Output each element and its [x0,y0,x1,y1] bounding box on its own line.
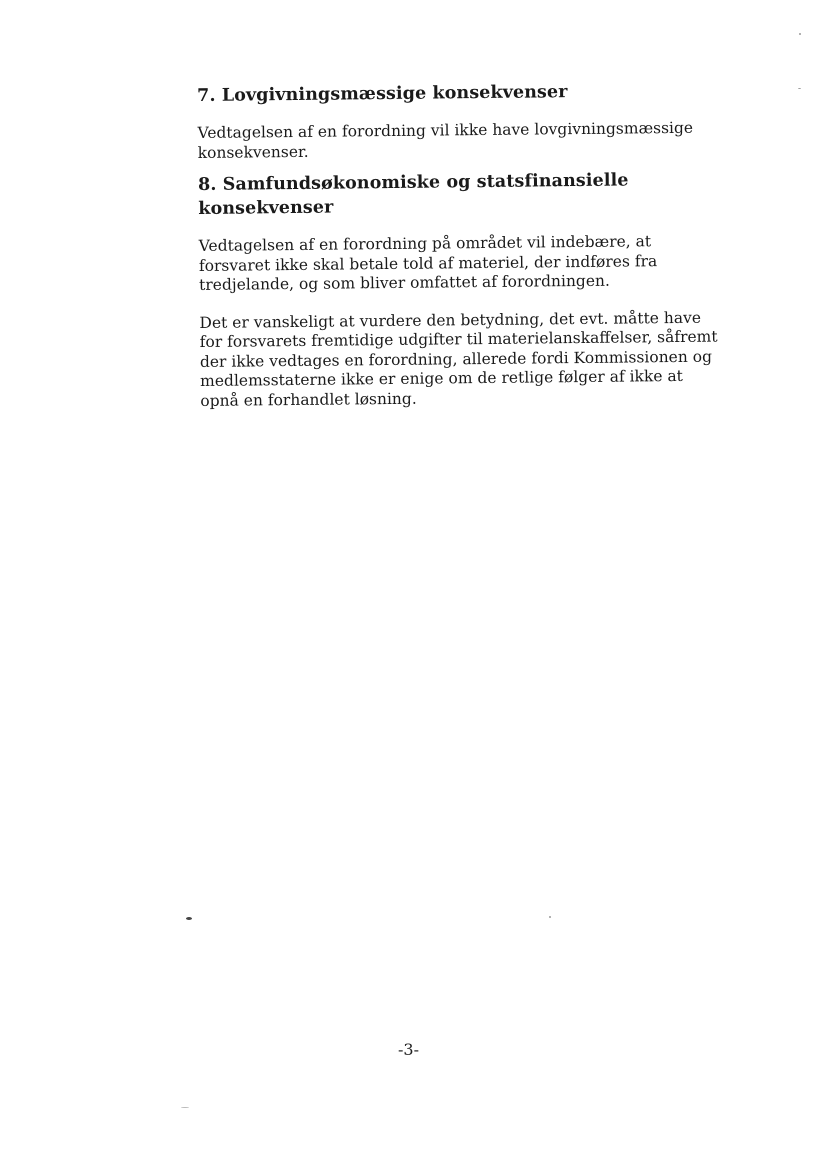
scan-speck [549,916,551,918]
scan-speck [798,88,801,89]
scan-speck [181,1107,189,1108]
section-7-paragraph: Vedtagelsen af en forordning vil ikke have lovgivningsmæssige konsekvenser. [197,118,694,162]
document-body [197,79,720,411]
section-heading-8: 8. Samfundsøkonomiske og statsfinansielle konsekvenser [197,170,629,219]
scan-speck [186,917,192,920]
section-8-paragraph-2: Det er vanskeligt at vurdere den betydning, det evt. måtte have for forsvarets fremtidige udgifter til materielanskaffelser, såfremt der ikke vedtages en forordning, allerede fordi Kommissionen og medlemsstaterne ikke er enige om de retlige følger af ikke at opnå en forhandlet løsning. [199,308,718,410]
page-number: -3- [398,1040,419,1059]
scan-speck [799,33,801,35]
section-heading-7: 7. Lovgivningsmæssige konsekvenser [197,82,568,106]
section-8-paragraph-1: Vedtagelsen af en forordning på området vil indebære, at forsvaret ikke skal betale told af materiel, der indføres fra tredjelande, og som bliver omfattet af forordningen. [198,232,658,294]
